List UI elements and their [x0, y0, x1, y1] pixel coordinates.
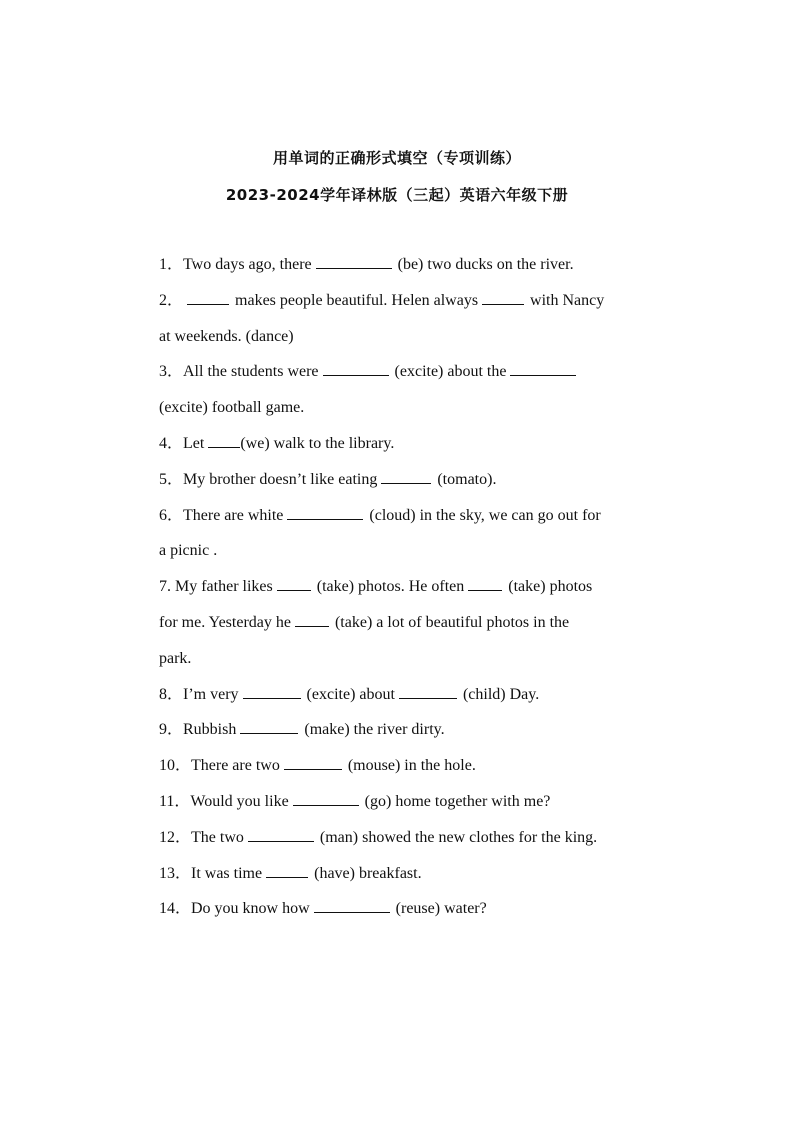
- answer-blank: [284, 754, 342, 770]
- exercise-line: [159, 288, 639, 324]
- line-text: (have) breakfast.: [314, 864, 422, 882]
- answer-blank: [277, 575, 311, 591]
- exercise-line: [159, 861, 639, 897]
- line-text: park.: [159, 649, 192, 667]
- line-text: (make) the river dirty.: [304, 721, 445, 739]
- line-text: 9．Rubbish: [159, 721, 237, 739]
- line-text: (tomato).: [437, 470, 497, 488]
- line-text: 2．: [159, 291, 184, 309]
- line-text: (take) a lot of beautiful photos in the: [334, 613, 570, 631]
- answer-blank: [248, 826, 314, 842]
- line-text: (excite) about: [306, 685, 395, 703]
- answer-blank: [187, 289, 229, 305]
- answer-blank: [381, 468, 431, 484]
- exercise-line: [159, 324, 639, 360]
- exercise-line: [159, 789, 639, 825]
- answer-blank: [510, 360, 576, 376]
- answer-blank: [208, 432, 240, 448]
- exercise-line: [159, 610, 639, 646]
- exercise-line: [159, 467, 639, 503]
- answer-blank: [293, 790, 359, 806]
- line-text: 11．Would you like: [159, 792, 289, 810]
- exercise-line: [159, 252, 639, 288]
- line-text: (we) walk to the library.: [240, 434, 395, 452]
- line-text: (reuse) water?: [395, 900, 487, 918]
- line-text: 5．My brother doesn’t like eating: [159, 470, 378, 488]
- line-text: (excite) about the: [394, 363, 507, 381]
- answer-blank: [468, 575, 502, 591]
- line-text: 8．I’m very: [159, 685, 239, 703]
- exercise-line: [159, 359, 639, 395]
- line-text: (go) home together with me?: [364, 792, 551, 810]
- answer-blank: [287, 504, 363, 520]
- answer-blank: [243, 683, 301, 699]
- line-text: 4．Let: [159, 434, 205, 452]
- line-text: 14．Do you know how: [159, 900, 310, 918]
- line-text: (excite) football game.: [159, 399, 305, 417]
- line-text: at weekends. (dance): [159, 327, 294, 345]
- answer-blank: [240, 718, 298, 734]
- exercise-line: [159, 896, 639, 932]
- answer-blank: [323, 360, 389, 376]
- exercise-line: [159, 395, 639, 431]
- line-text: 13．It was time: [159, 864, 263, 882]
- exercise-line: [159, 538, 639, 574]
- exercise-line: [159, 503, 639, 539]
- exercise-line: [159, 717, 639, 753]
- line-text: (mouse) in the hole.: [347, 757, 476, 775]
- line-text: (take) photos: [508, 578, 593, 596]
- exercise-line: [159, 431, 639, 467]
- worksheet-title: 用单词的正确形式填空（专项训练）: [272, 149, 521, 167]
- line-text: 1．Two days ago, there: [159, 256, 312, 273]
- answer-blank: [482, 289, 524, 305]
- answer-blank: [314, 897, 390, 913]
- line-text: (man) showed the new clothes for the king.: [319, 828, 598, 846]
- exercise-line: [159, 574, 639, 610]
- line-text: 12．The two: [159, 828, 244, 846]
- line-text: a picnic .: [159, 542, 218, 560]
- line-text: (cloud) in the sky, we can go out for: [369, 506, 601, 524]
- line-text: 10．There are two: [159, 757, 280, 775]
- line-text: 7. My father likes: [159, 578, 273, 596]
- exercise-line: [159, 682, 639, 718]
- line-text: (take) photos. He often: [316, 578, 465, 596]
- answer-blank: [266, 862, 308, 878]
- line-text: with Nancy: [530, 291, 605, 309]
- worksheet-subtitle: 2023-2024学年译林版（三起）英语六年级下册: [225, 186, 569, 204]
- answer-blank: [399, 683, 457, 699]
- exercise-line: [159, 753, 639, 789]
- line-text: for me. Yesterday he: [159, 613, 291, 631]
- exercise-list: [159, 252, 639, 932]
- line-text: 3．All the students were: [159, 363, 319, 381]
- exercise-line: [159, 646, 639, 682]
- answer-blank: [316, 253, 392, 269]
- line-text: makes people beautiful. Helen always: [235, 291, 479, 309]
- line-text: (be) two ducks on the river.: [397, 256, 574, 273]
- exercise-line: [159, 825, 639, 861]
- answer-blank: [295, 611, 329, 627]
- line-text: 6．There are white: [159, 506, 284, 524]
- line-text: (child) Day.: [462, 685, 540, 703]
